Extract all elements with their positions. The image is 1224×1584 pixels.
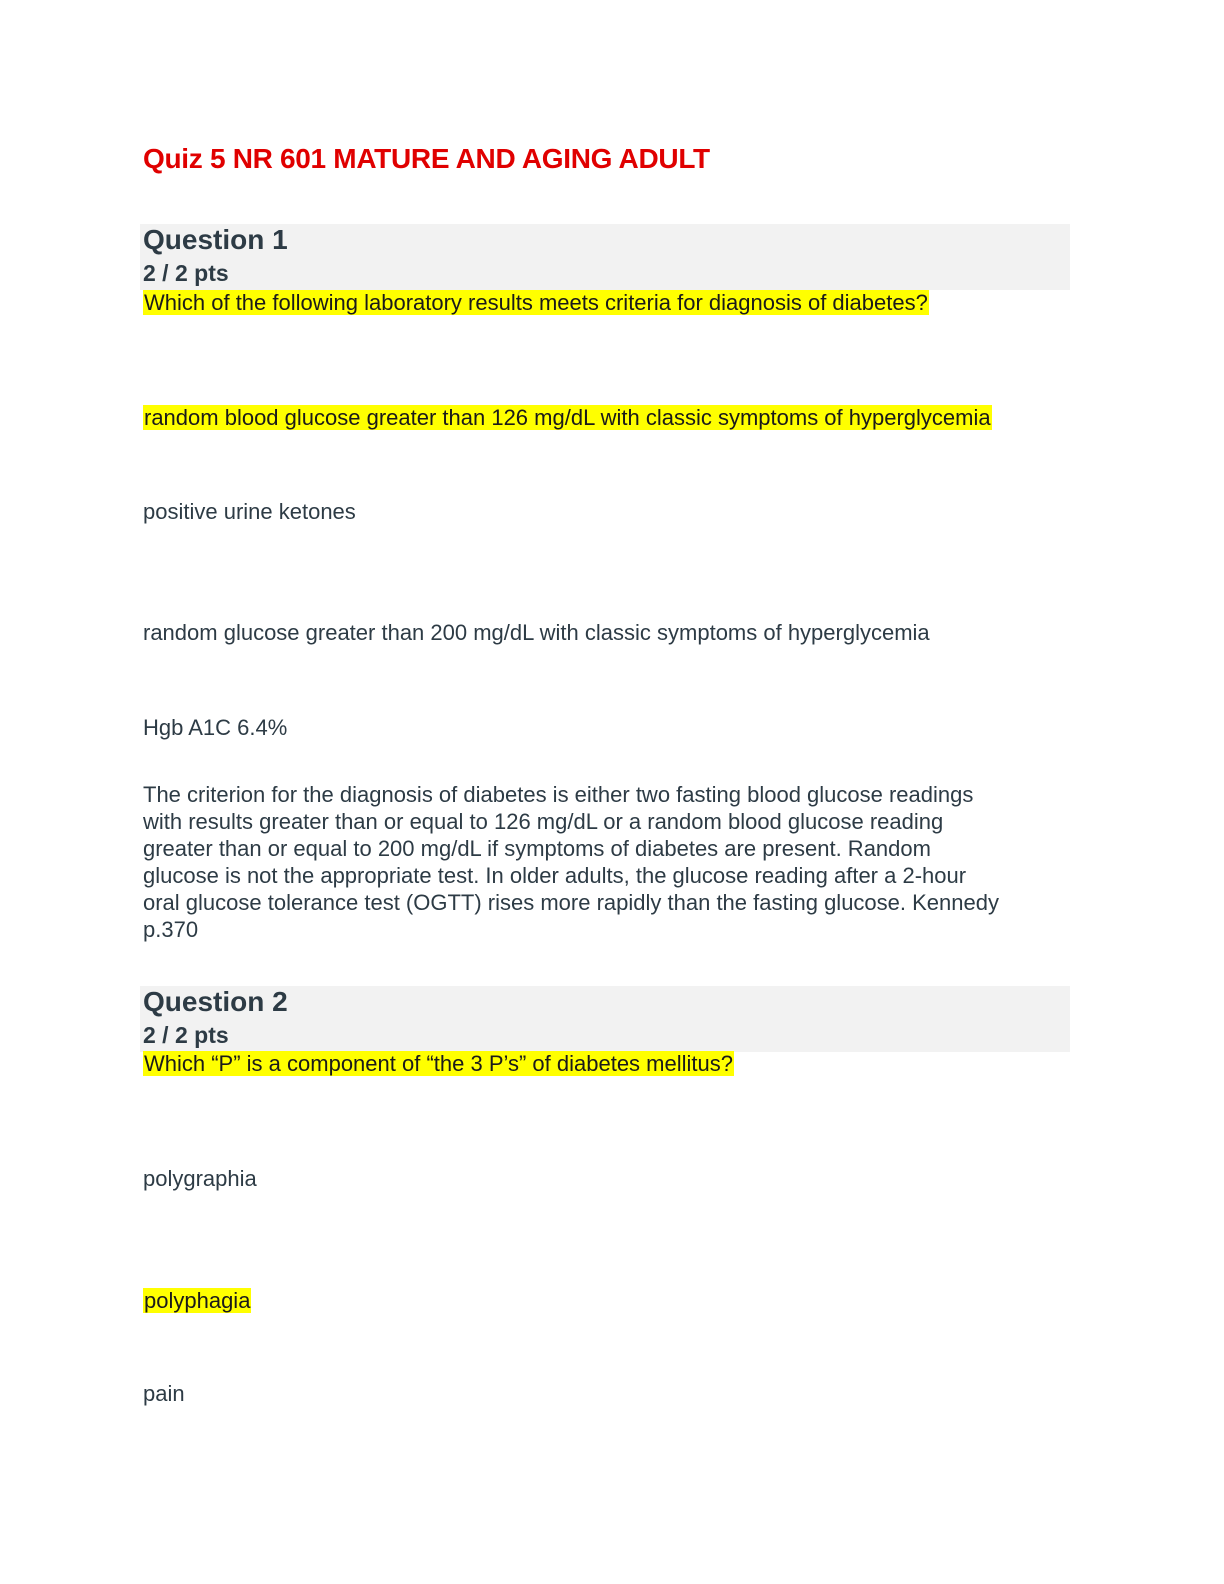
question-2-answer-2	[143, 1287, 251, 1315]
question-1-answer-4	[143, 714, 287, 742]
question-1-header	[140, 224, 1070, 290]
question-1-points: 2 / 2 pts	[143, 260, 229, 286]
question-2-answer-3	[143, 1380, 185, 1408]
question-2-answer-2-text: polyphagia	[144, 1288, 251, 1313]
question-2-prompt-text: Which “P” is a component of “the 3 P’s” of diabetes mellitus?	[144, 1051, 733, 1076]
question-1-explanation: The criterion for the diagnosis of diabetes is either two fasting blood glucose readings with results greater than or equal to 126 mg/dL or a random blood glucose reading greater than or equal to 200 mg/dL if symptoms of diabetes are present. Random glucose is not the appropriate test. In older adults, the glucose reading after a 2-hour oral glucose tolerance test (OGTT) rises more rapidly than the fasting glucose. Kennedy p.370	[143, 782, 999, 942]
question-1-answer-4-text: Hgb A1C 6.4%	[143, 715, 288, 740]
question-1-prompt	[143, 289, 929, 317]
question-1-answer-2	[143, 498, 356, 526]
question-2-label: Question 2	[143, 986, 288, 1017]
question-1-answer-1-text: random blood glucose greater than 126 mg/dL with classic symptoms of hyperglycemia	[144, 405, 991, 430]
question-2-header	[140, 986, 1070, 1052]
question-1-answer-2-text: positive urine ketones	[143, 499, 356, 524]
question-2-answer-1	[143, 1165, 257, 1193]
question-1-answer-3-text: random glucose greater than 200 mg/dL with classic symptoms of hyperglycemia	[143, 620, 930, 645]
document-title: Quiz 5 NR 601 MATURE AND AGING ADULT	[143, 143, 710, 174]
question-2-prompt	[143, 1050, 734, 1078]
question-1-answer-1	[143, 404, 992, 432]
question-2-answer-1-text: polygraphia	[143, 1166, 257, 1191]
question-2-answer-3-text: pain	[143, 1381, 185, 1406]
question-1-label: Question 1	[143, 224, 288, 255]
question-1-answer-3	[143, 619, 930, 647]
question-1-prompt-text: Which of the following laboratory results meets criteria for diagnosis of diabetes?	[144, 290, 928, 315]
question-2-points: 2 / 2 pts	[143, 1022, 229, 1048]
